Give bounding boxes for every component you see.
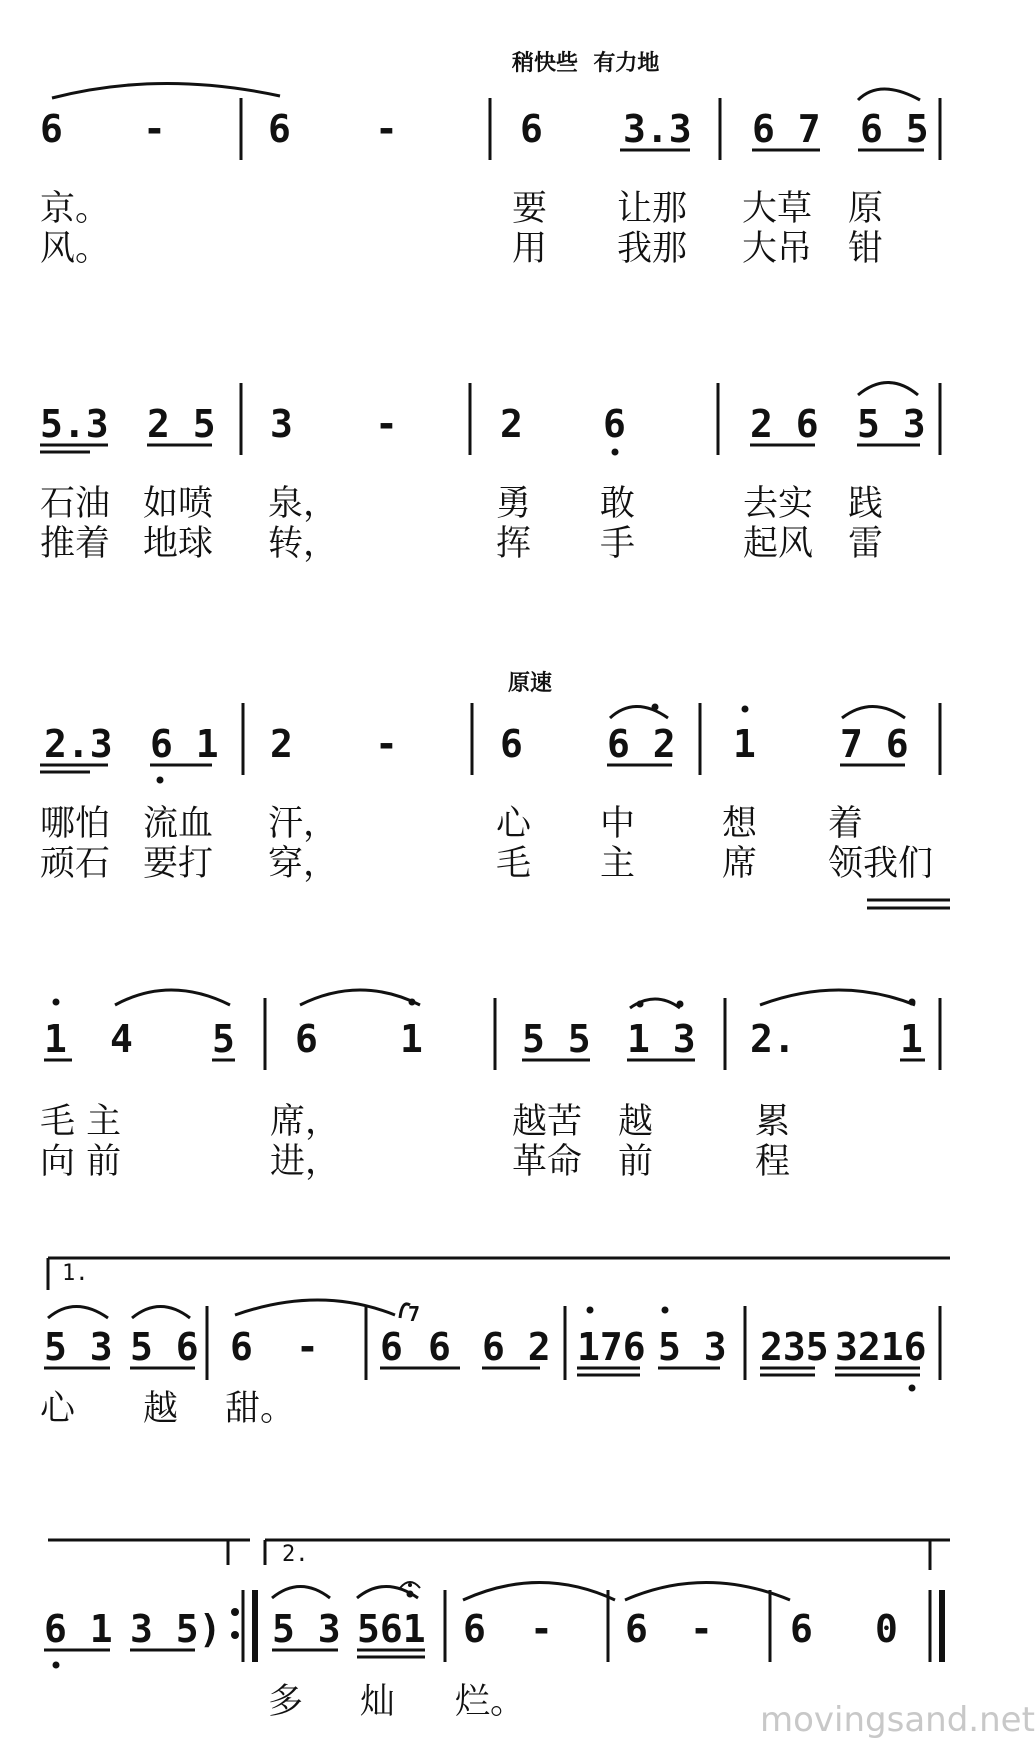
note: 5 3 [857, 402, 926, 446]
note: 5 5 [522, 1017, 591, 1061]
note: 2 6 [750, 402, 819, 446]
lyric: 泉， [268, 484, 339, 524]
note: 4 [110, 1017, 133, 1061]
lyric: 想 [722, 804, 758, 844]
lyric: 心 [496, 804, 532, 844]
note: 2 [270, 722, 293, 766]
note: 3216 [835, 1325, 927, 1369]
lyric: 挥 [496, 524, 532, 564]
note: - [143, 107, 166, 151]
watermark: movingsand.net [760, 1700, 1035, 1740]
lyric: 石油 [40, 484, 111, 524]
note: 176 [577, 1325, 646, 1369]
note: 235 [760, 1325, 829, 1369]
lyric: 累 [755, 1102, 791, 1142]
note: 6 [790, 1607, 813, 1651]
note: 6 [500, 722, 523, 766]
lyric: 践 [848, 484, 884, 524]
note: 5.3 [40, 402, 109, 446]
note: 1 3 [627, 1017, 696, 1061]
note: 561 [357, 1607, 426, 1651]
lyric: 席 [722, 844, 758, 884]
note: 3.3 [623, 107, 692, 151]
lyric: 毛 [496, 844, 532, 884]
note: 6 [428, 1325, 451, 1369]
lyric: 着 [828, 804, 864, 844]
note: 6 [40, 107, 63, 151]
note: 2.3 [44, 722, 113, 766]
lyric: 主 [600, 844, 636, 884]
note: 6 [268, 107, 291, 151]
note: 0 [875, 1607, 898, 1651]
note: 3 [270, 402, 293, 446]
note: 2. [750, 1017, 796, 1061]
lyric: 原 [848, 189, 884, 229]
lyric: 向 前 [40, 1142, 122, 1182]
lyric: 如喷 [143, 484, 214, 524]
lyric: 流血 [143, 804, 214, 844]
tempo-marking-1: 稍快些 有力地 [512, 51, 660, 76]
lyric: 推着 [40, 524, 111, 564]
note: 6 [625, 1607, 648, 1651]
lyric: 钳 [848, 229, 884, 269]
volta-1-label: 1. [62, 1261, 89, 1286]
lyric: 越 [143, 1389, 179, 1429]
note: - [375, 402, 398, 446]
lyric: 汗， [268, 804, 339, 844]
lyric: 烂。 [455, 1682, 526, 1722]
lyric: 地球 [143, 524, 214, 564]
note: 6 [230, 1325, 253, 1369]
note: 1 [400, 1017, 423, 1061]
note: 6 1 [150, 722, 219, 766]
lyric: 心 [40, 1389, 76, 1429]
note: - [530, 1607, 553, 1651]
note: 6 2 [607, 722, 676, 766]
note: - [375, 722, 398, 766]
lyric: 要打 [143, 844, 214, 884]
lyric: 雷 [848, 524, 884, 564]
note: - [690, 1607, 713, 1651]
note: 5 [212, 1017, 235, 1061]
note: 1 [733, 722, 756, 766]
lyric: 勇 [496, 484, 532, 524]
lyric: 我那 [617, 229, 688, 269]
note: 6 1 [44, 1607, 113, 1651]
lyric: 让那 [617, 189, 688, 229]
grace-note: 7 [408, 1302, 421, 1326]
note: 2 [500, 402, 523, 446]
lyric: 敢 [600, 484, 636, 524]
note: 1 [44, 1017, 67, 1061]
lyric: 转， [268, 524, 339, 564]
lyric: 风。 [40, 229, 111, 269]
lyric: 手 [600, 524, 636, 564]
note: 2 5 [147, 402, 216, 446]
lyric: 大草 [742, 189, 813, 229]
note: 5 3 [44, 1325, 113, 1369]
note: 6 2 [482, 1325, 551, 1369]
note: 3 5) [130, 1607, 222, 1651]
note: 6 5 [860, 107, 929, 151]
lyric: 用 [512, 229, 548, 269]
note: 6 [380, 1325, 403, 1369]
note: - [296, 1325, 319, 1369]
lyric: 甜。 [225, 1389, 296, 1429]
lyric: 京。 [40, 189, 111, 229]
note: - [375, 107, 398, 151]
note: 5 6 [130, 1325, 199, 1369]
lyric: 顽石 [40, 844, 111, 884]
lyric: 去实 [743, 484, 814, 524]
lyric: 穿， [268, 844, 339, 884]
note: 6 7 [752, 107, 821, 151]
lyric: 越 [618, 1102, 654, 1142]
lyric: 灿 [360, 1682, 396, 1722]
tempo-marking-2: 原速 [508, 671, 553, 696]
volta-2-label: 2. [282, 1542, 309, 1567]
note: 6 [295, 1017, 318, 1061]
note: 6 [603, 402, 626, 446]
note: 5 3 [658, 1325, 727, 1369]
lyric: 程 [755, 1142, 791, 1182]
lyric: 要 [512, 189, 548, 229]
lyric: 中 [600, 804, 636, 844]
note: 7 6 [840, 722, 909, 766]
lyric: 前 [618, 1142, 654, 1182]
lyric: 革命 [512, 1142, 583, 1182]
lyric: 起风 [743, 524, 814, 564]
note: 6 [520, 107, 543, 151]
note: 6 [463, 1607, 486, 1651]
lyric: 毛 主 [40, 1102, 122, 1142]
note: 1 [900, 1017, 923, 1061]
note: 5 3 [272, 1607, 341, 1651]
lyric: 席， [270, 1102, 341, 1142]
lyric: 进， [270, 1142, 341, 1182]
lyric: 越苦 [512, 1102, 583, 1142]
lyric: 多 [268, 1682, 304, 1722]
lyric: 领我们 [828, 844, 934, 884]
lyric: 哪怕 [40, 804, 111, 844]
lyric: 大吊 [742, 229, 813, 269]
